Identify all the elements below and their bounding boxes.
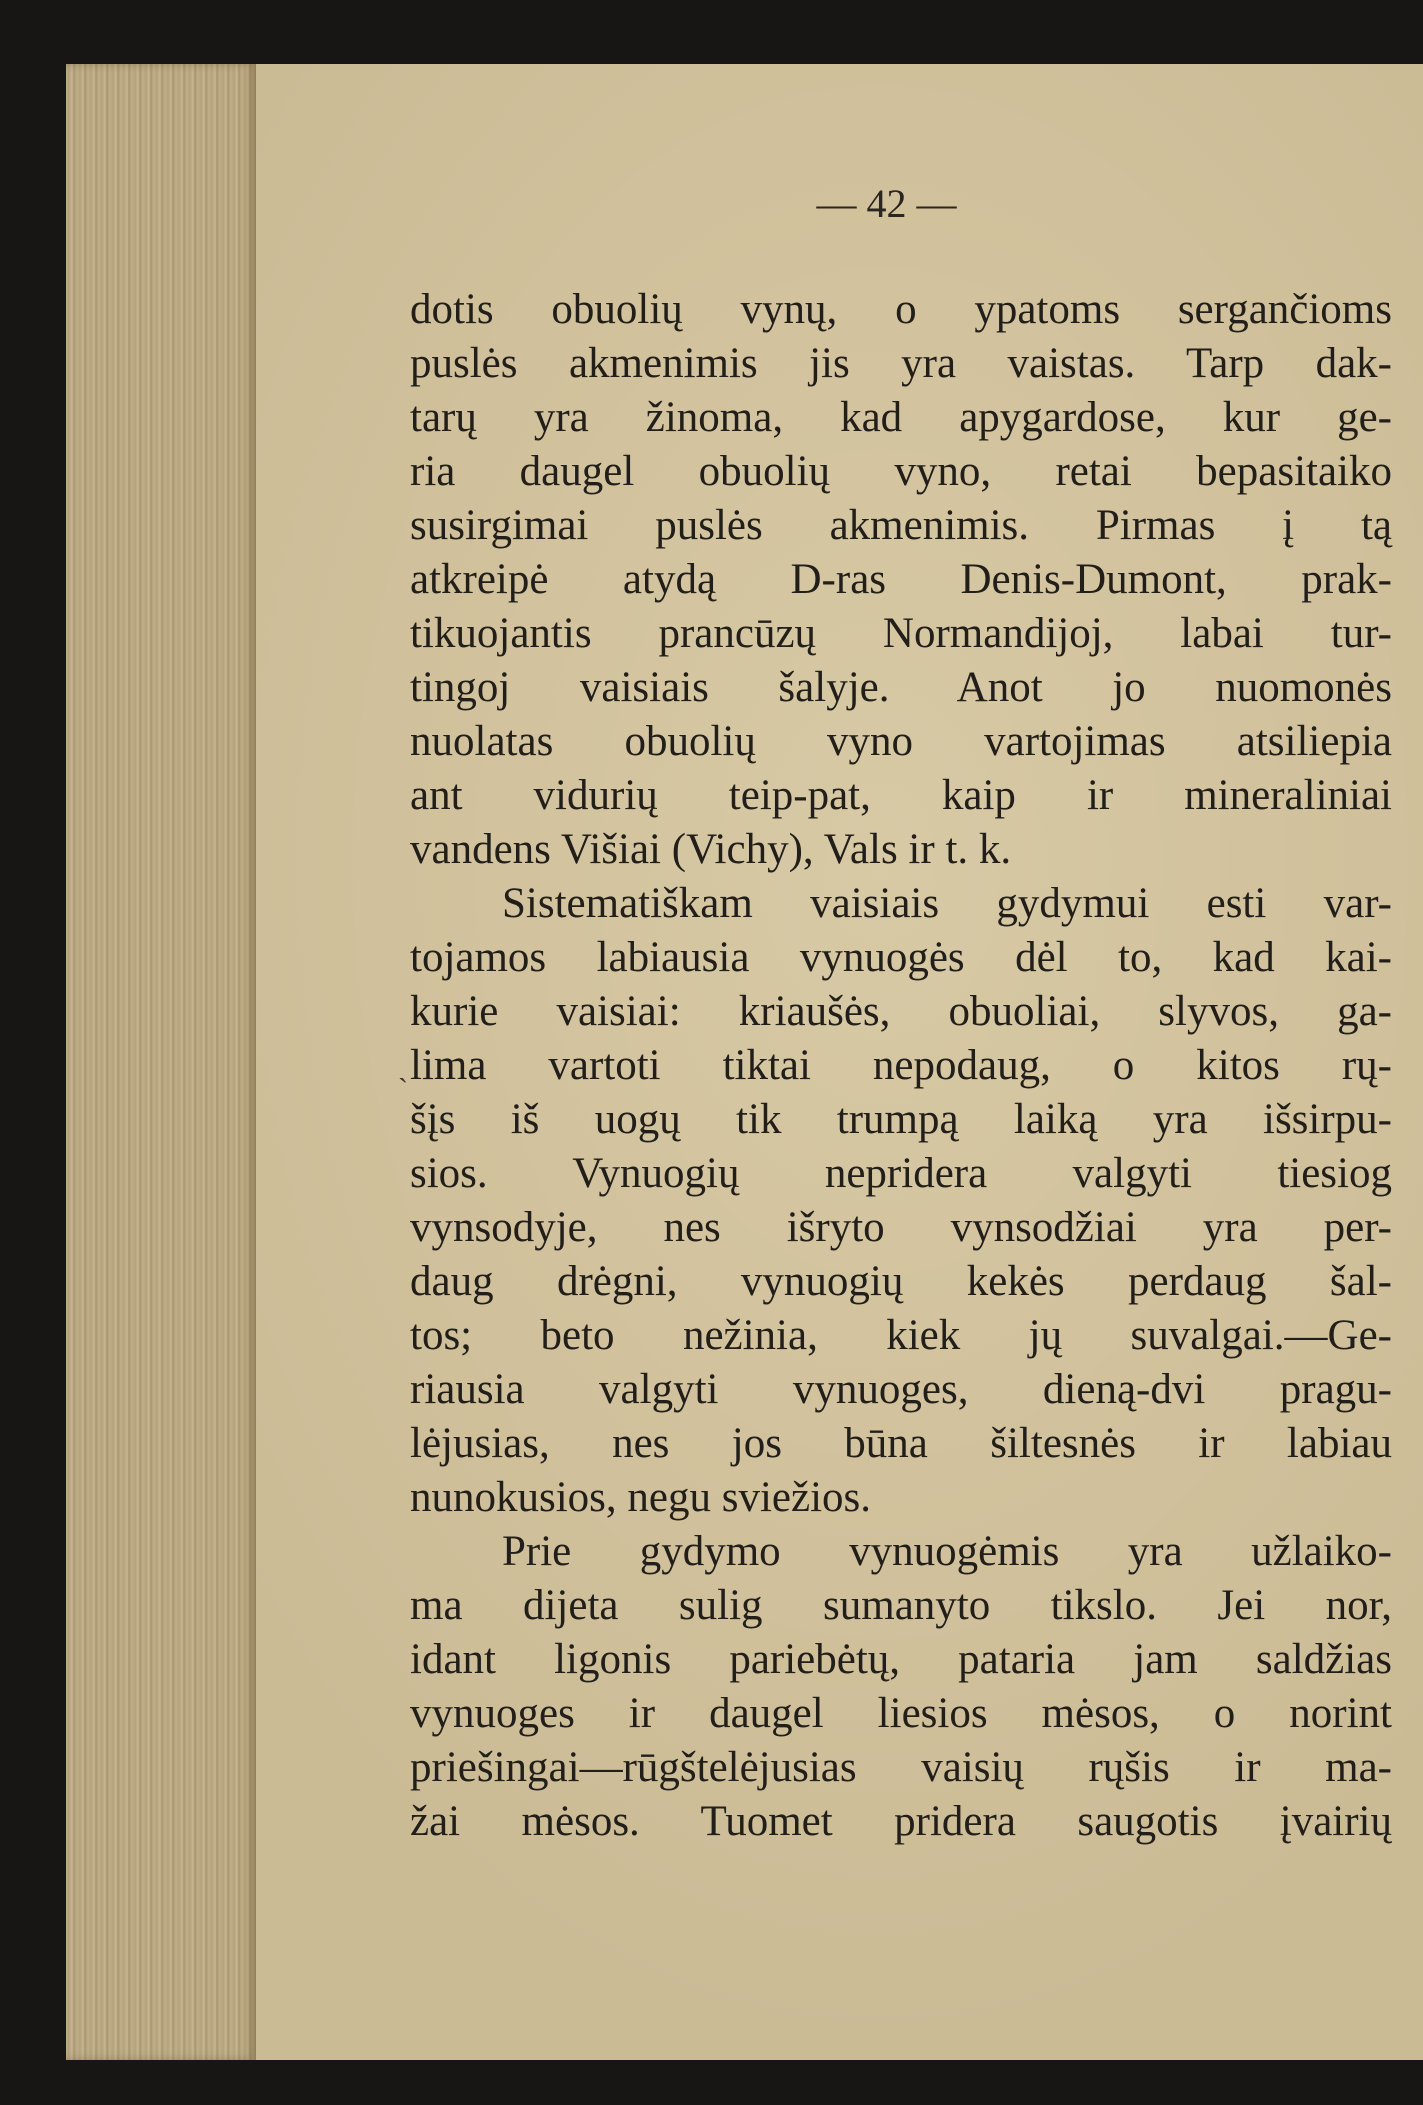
page-number: — 42 — <box>816 181 957 226</box>
text-line: tojamos labiausia vynuogės dėl to, kad kai- <box>410 934 1392 981</box>
text-line: ria daugel obuolių vyno, retai bepasitaiko <box>410 448 1392 495</box>
text-line: atkreipė atydą D-ras Denis-Dumont, prak- <box>410 556 1392 603</box>
text-line: idant ligonis pariebėtų, pataria jam saldžias <box>410 1636 1392 1683</box>
text-line: riausia valgyti vynuoges, dieną-dvi pragu- <box>410 1366 1392 1413</box>
text-line: daug drėgni, vynuogių kekės perdaug šal- <box>410 1258 1392 1305</box>
text-line: vynuoges ir daugel liesios mėsos, o norint <box>410 1690 1392 1737</box>
text-line: lėjusias, nes jos būna šiltesnės ir labiau <box>410 1420 1392 1467</box>
text-line: nuolatas obuolių vyno vartojimas atsiliepia <box>410 718 1392 765</box>
margin-mark: ˏ <box>398 1050 408 1083</box>
text-column <box>410 283 1392 1849</box>
text-line: kurie vaisiai: kriaušės, obuoliai, slyvos, ga- <box>410 988 1392 1035</box>
text-line: lima vartoti tiktai nepodaug, o kitos rų- <box>410 1042 1392 1089</box>
text-line: ant vidurių teip-pat, kaip ir mineraliniai <box>410 772 1392 819</box>
text-line: tikuojantis prancūzų Normandijoj, labai tur- <box>410 610 1392 657</box>
text-line: šįs iš uogų tik trumpą laiką yra išsirpu- <box>410 1096 1392 1143</box>
text-line: susirgimai puslės akmenimis. Pirmas į tą <box>410 502 1392 549</box>
text-line: tarų yra žinoma, kad apygardose, kur ge- <box>410 394 1392 441</box>
text-line: puslės akmenimis jis yra vaistas. Tarp dak- <box>410 340 1392 387</box>
text-line: priešingai—rūgštelėjusias vaisių rųšis ir ma- <box>410 1744 1392 1791</box>
text-line: tos; beto nežinia, kiek jų suvalgai.—Ge- <box>410 1312 1392 1359</box>
text-line: Sistematiškam vaisiais gydymui esti var- <box>502 880 1392 927</box>
page-stack-edge <box>66 64 256 2060</box>
text-line: nunokusios, negu sviežios. <box>410 1474 872 1521</box>
text-line: vandens Višiai (Vichy), Vals ir t. k. <box>410 826 1012 873</box>
text-line: žai mėsos. Tuomet pridera saugotis įvairių <box>410 1798 1392 1845</box>
text-line: ma dijeta sulig sumanyto tikslo. Jei nor, <box>410 1582 1392 1629</box>
text-line: sios. Vynuogių nepridera valgyti tiesiog <box>410 1150 1392 1197</box>
text-line: Prie gydymo vynuogėmis yra užlaiko- <box>502 1528 1392 1575</box>
text-line: vynsodyje, nes išryto vynsodžiai yra per- <box>410 1204 1392 1251</box>
text-line: dotis obuolių vynų, o ypatoms sergančioms <box>410 286 1392 333</box>
text-line: tingoj vaisiais šalyje. Anot jo nuomonės <box>410 664 1392 711</box>
